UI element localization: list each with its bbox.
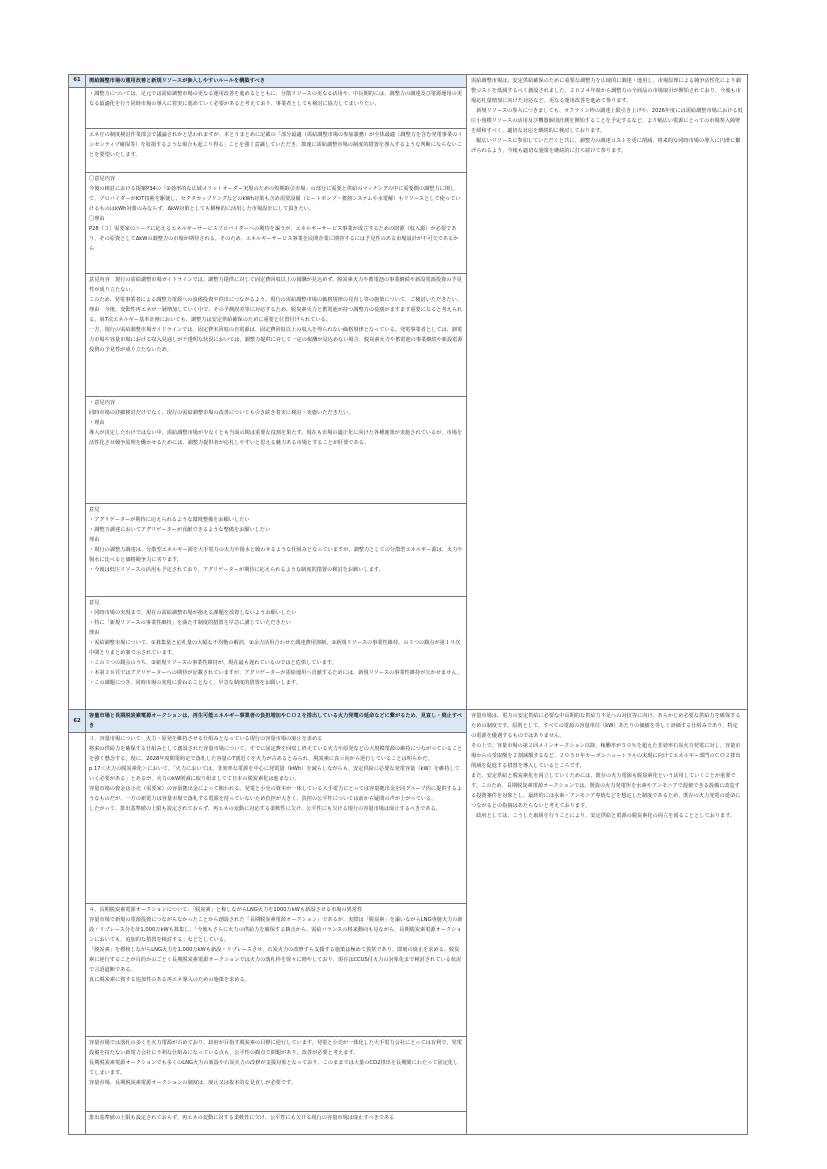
number-spacer (69, 88, 86, 710)
comment-cell (86, 173, 467, 274)
comment-text: ３．容量市場について：火力・原発を維持させる仕組みとなっている現行の容量市場の廃止を求める 将来の供給力を確保する仕組みとして創設された容量市場について、すでに固定費を回収し終えている火力や原発などの大規模電源の維持につながっていることを強く懸念する。現に、2028年度間電約定で落札した容量の7割近くを火力が占めるとみられ、脱炭素に真っ向から逆行していることは明らかだ。 p.17＜火力の脱炭素化＞において、「火力においては、非効率な電源を中心に発電量（kWh）を減らしながらも、安定供給に必要な発電容量（kW）を維持していく必要がある」とあるが、火力のkW削減に取り組ましてて日本の脱炭素化は進まない。 容量市場の資金は小売（需要家）の容量拠出金によって賄われる。発電と小売の資本が一体している大手電力にとっては容量拠出金を同グループ内に提供するようなものだが、一方の新電力は容量市場で落札する電源を持っていないため負担が大きく、負担の公平性については前から疑問の声が上がっている。 したがって、排出基準値の上限も設定されておらず、再エネの変動に対応する柔軟性に欠け、公平性にも欠ける現行の容量市場は廃止するべきである。 (89, 736, 463, 812)
comment-cell (86, 129, 467, 173)
comment-cell (86, 397, 467, 504)
comment-text: 意見 ・同時市場の実現まで、現在の需給調整市場が抱える課題を放置しないようお願いしたい ・特に「新規リソースの事業性維持」を満たす制度的措置を早急に講じていただきたい 理由 ・需給調整市場について、①募集量と応札量の大幅な不均衡の解消、②余力活用合わせた調達費用抑制、③新規リソースの事業性維持、の３つの観点が第１９次中間とりまとめ案で示されています。 ・この３つの観点のうち、③新規リソースの事業性維持が、現在最も遅れているのではと危惧しています。 ・本第２８頁ではアグリゲーターへの期待が記載されていますが、アグリゲーターが需給運用へ貢献するためには、新規リソースの事業性維持が欠かせません。 ・この課題につき、同時市場の実現に委ねることなく、早急な制度的措置をお願いします。 (89, 600, 463, 686)
comment-cell (86, 1112, 467, 1135)
comment-text: 意見 ・アグリゲーターが期待に応えられるような環境整備をお願いしたい ・調整力調達においてアグリゲーターが貢献できるような整備をお願いしたい 理由 ・現行の調整力調達は、分散型エネルギー源を大手電力の火力や揚水と競わせるような仕組みとなっていますが、調整力としての分散型エネルギー源は、火力や揚水に比べると価格競争力に劣ります。 ・今後は低圧リソースの活用も予定されており、アグリゲーターが期待に応えられるような制度的措置の検討をお願いします。 (89, 507, 463, 573)
comment-text: 排出基準値の上限も設定されておらず、再エネの変動に対する柔軟性に欠け、公平性にも欠ける現行の容量市場は廃止すべきである (89, 1115, 395, 1121)
government-response (467, 710, 748, 1135)
comment-text: ・調整力については、足元では需給調整市場の更なる運用改善を進めるとともに、分散リソースの更なる活用や、中長期的には、調整力の調達及び電源運用の更なる最適化を行う同時市場の導入に着実に進めていく必要があると考えており、事業者としても検討に協力してまいりたい。 (89, 91, 463, 107)
section-title: 容量市場と長期脱炭素電源オークションは、再生可能エネルギー事業者の負担増加やＣＯ２を排出している火力発電の延命などに繋がるため、見直し・廃止すべき (86, 710, 467, 733)
opinion-table (68, 74, 748, 1135)
section-header-row (69, 75, 748, 88)
response-text: 需給調整市場は、安定供給確保のために重要な調整力を広域的に調達・運用し、市場原理による競争活性化により調整コストを低減するべく創設されました。２０２４年度から調整力の全商品の市場取引が開始されており、今後も市場応札量増加に向けた対応など、更なる運用改善を進めて参ります。 新規リソースの参入につきましても、オフライン枠の調達上限引き上げや、2026年度には需給調整市場における低圧小規模リソースの活用及び機器個別計測を開始することを予定するなど、より幅広い電源にとっての市場参入障壁を緩和すべく、適切な対応を継続的に検討しております。 幅広いリソースに参加していただくと共に、調整力の調達コストを更に削減、将来的な同時市場の導入に円滑に繋げられるよう、今後も適切な施策を継続的に打ち続けて参ります。 (471, 78, 743, 154)
response-text: 容量市場は、電力の安定供給に必要な中長期的な供給力不足への対抗等に向け、あらかじめ必要な供給力を確保するための制度です。原則として、すべての電源の容量単位（kW）あたりの価値を等しく評価する仕組みであり、特定の電源を優遇するものではありません。 その上で、容量市場の第２回メインオークション以降、稼働率が５０％を超えた非効率石炭火力発電に対し、容量市場からの受取額を２割減額するなど、２０５０年カーボンニュートラルの実現に向けてエネルギー部門のＣＯ２排出削減を促進する措置を導入しているところです。 また、安定供給と脱炭素化を両立していくためには、既存の火力電源も脱炭素化という活用していくことが重要です。このため、長期脱炭素電源オークションでは、既設の火力発電所を水素やアンモニアで混焼できる設備に改造する投資案件を対象とし、最終的には水素・アンモニア専焼などを想定した制度であるため、既存の火力発電の延命につながるとの指摘はあたらないと考えております。 政府としては、こうした取組を行うことにより、安定供給と電源の脱炭素化の両立を図ることとしております。 (471, 713, 741, 819)
comment-text: ４、長期脱炭素電源オークションについて：「脱炭素」と称しながらLNG火力を1000万kWも新設させる市場の異常性 容量市場で新規の電源投資につながらなかったことから創設された「長期脱炭素電源オークション」であるが、実際は「脱炭素」を謳いながらLNG専焼火力の新設・リプレース分を計1,000万kWも募集し、「今後もさらに火力の供給力を確保する観点から、需給バランスの将来動向も見ながら、長期脱炭素電源オークションにおいても、追加的な措置を検討する」などとしている。 「脱炭素」を標榜しながらLNG火力を1,000万kWも新設・リプレースさせ、石炭火力の改修すら支援する施策は極めて異常であり、即刻の廃止を求める。脱炭素に逆行することが目的かのごとく長期脱炭素電源オークションでは火力の落札枠を徐々に増やしており、現在はCCUS付火力の対象化まで検討されている状況で言語道断である。 真に脱炭素に資する追加性のある再エネ導入のための施策を求める。 (89, 907, 463, 983)
comment-text: 意見内容 現行の需給調整市場ガイドラインでは、調整力提供に対して固定費回収以上の報酬が見込めず、脱炭素火力や蓄電池の事業継続や新設電源投資の予見性が成り立たない。 このため、発電事業者による調整力電源への設備投資や供出につながるよう、現行の需給調整市場の価格規律の見直し等の施策について、ご検討いただきたい。 理由 今後、変動性再エネが一層増加していく中で、その予測誤差等に対応するため、脱炭素火力と蓄電池が持つ調整力の役割がますます重要になると考えられる。第7次エネルギー基本計画においても、調整力は安定供給確保のために重要と位置付けられている。 一方、現行の需給調整市場ガイドラインでは、固定費未回収の自電源は、固定費回収以上の収入を得られない価格規律となっている。発電事業者としては、卸電力市場や容量市場における収入見通しが不透明な状況においては、調整力提供に対して一定の報酬が見込めない場合、脱炭素火力や蓄電池の事業継続や新設電源投資の予見性が成り立たないため。 (89, 277, 463, 353)
comment-cell (86, 597, 467, 710)
comment-text: エネ庁の制度検討作業部会で議論されかと思われますが、本とりまとめに記載の「部分最適（需給調整市場の参加義務）が全体最適（調整力を含む発電事業のインセンティブ確保等）を収損するような場合も起こり得る」ことを強く意識していただき、拙速に需給調整市場の制度的措置を導入するような判断にならないことを要望いたします。 (89, 132, 463, 158)
section-title: 需給調整市場の運用改善と新規リソースが参入しやすいルールを構築すべき (86, 75, 467, 88)
comment-cell (86, 274, 467, 397)
section-header-row (69, 710, 748, 733)
comment-cell (86, 88, 467, 129)
section-number: 61 (69, 75, 86, 88)
government-response (467, 75, 748, 710)
comment-cell (86, 504, 467, 597)
section-number: 62 (69, 710, 86, 733)
comment-text: 容量市場では落札の多くを火力電源が占めており、政府が目指す脱炭素の目標に逆行しています。発電と小売が一体化した大手電力会社にとっては有利で、発電設備を持たない新電力会社に不利な仕組みになっている点も、公平性の観点で問題があり、改善が必要と考えます。 長期脱炭素電源オークションでも多くのLNG火力の新設や石炭火力の改修が支援対象となっており、このままでは大量のCO2排出を長期間にわたって固定化してしまいます。 容量市場、長期脱炭素電源オークションの制度は、廃止又は抜本的な見直しが必要です。 (89, 1040, 462, 1086)
number-spacer (69, 733, 86, 1135)
comment-cell (86, 733, 467, 904)
comment-text: 〇意見内容 今後の検討における提案P34の「①効率的な広域メリットオーダー実現のための短期取引市場」の部分に需要と供給のマッチングの中に需要側の調整力に関して、プロバイダーがIOT技術を駆使し、セクタカップリングなどのkWh対策も含め需要設備（ヒートポンプ・蓄熱システムや水電解）もリソースとして使っていけるものはkWh対策のみならず、ΔkW対策としても積極的に活用した市場設計にして頂きたい。 〇理由 P28（３）需要家のニーズに応えるエネルギーサービスプロバイダーへの期待を謳うが、エネルギーサービス事業が成立するための財源（収入源）が必要であり、その原資としてΔkWの調整力の市場が期待される。そのため、エネルギーサービス事業を民間企業に期待するには予見性のある市場設計が不可欠であるから (89, 176, 461, 252)
comment-text: ・意見内容 同時市場の詳細検討だけでなく、現行の需給調整市場の改善についても引き続き着実に検討・実施いただきたい。 ・理由 導入が決定したわけではない中、需給調整市場が少なくとも当面の間は重要な役割を果たす。現在も市場の適正化に向けた各種施策が実施されているが、市場を活性化させ競争原理を働かせるためには、調整力提供者が応札しやすいと思える魅力ある市場とすることが肝要である。 (89, 400, 463, 446)
comment-cell (86, 1037, 467, 1112)
comment-cell (86, 904, 467, 1037)
